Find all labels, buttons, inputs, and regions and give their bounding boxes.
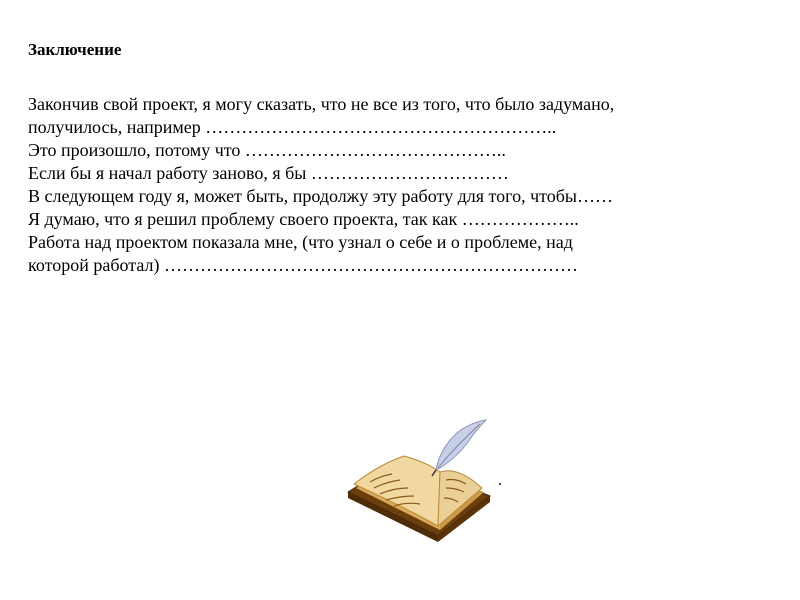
text-line: В следующем году я, может быть, продолжу эту работу для того, чтобы…… [28,186,614,206]
text-line: которой работал) …………………………………………………………… [28,255,578,275]
text-line: Это произошло, потому что …………………………………….. [28,140,506,160]
text-line: получилось, например ………………………………………………….. [28,117,557,137]
conclusion-text [28,93,788,277]
text-line: Если бы я начал работу заново, я бы …………………………… [28,163,509,183]
open-book-with-quill-icon [340,418,510,548]
text-line: Работа над проектом показала мне, (что узнал о себе и о проблеме, над [28,232,573,252]
text-line: Я думаю, что я решил проблему своего проекта, так как ……………….. [28,209,579,229]
text-line: Закончив свой проект, я могу сказать, что не все из того, что было задумано, [28,94,615,114]
slide-title: Заключение [28,40,122,59]
